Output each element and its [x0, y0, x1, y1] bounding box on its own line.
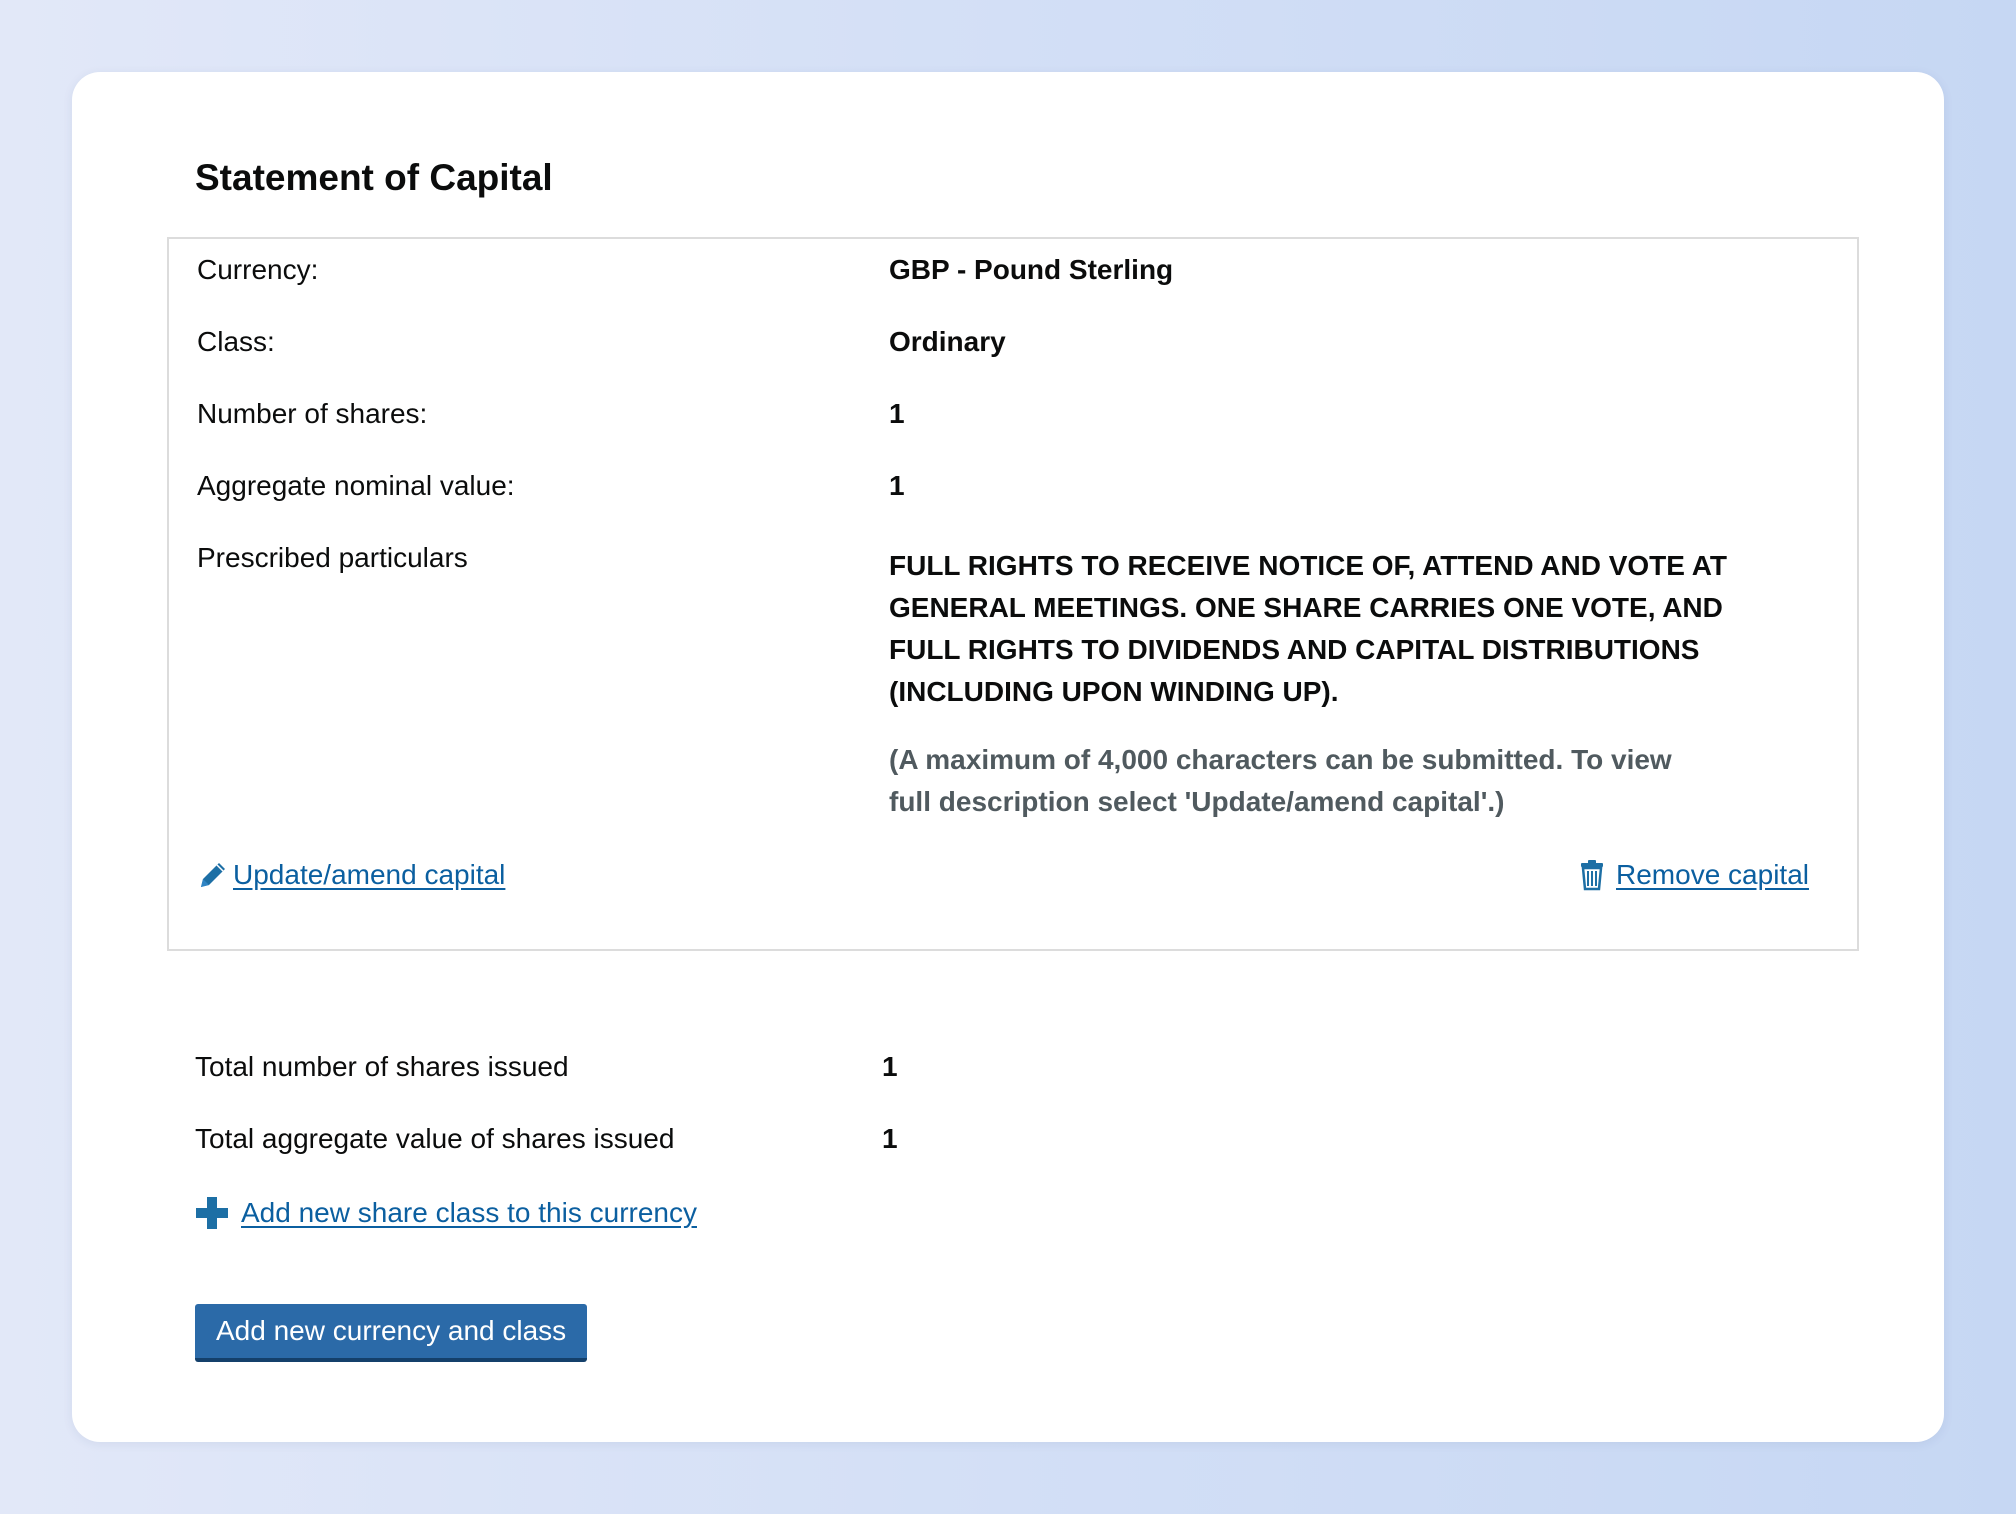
page-title: Statement of Capital [195, 157, 553, 198]
character-limit-note: (A maximum of 4,000 characters can be submitted. To view full description select 'Update/amend capital'.) [889, 744, 1672, 817]
class-value: Ordinary [889, 326, 1006, 357]
update-amend-capital-link[interactable] [197, 859, 505, 891]
add-share-class-label[interactable]: Add new share class to this currency [241, 1197, 697, 1228]
aggregate-nominal-value-label: Aggregate nominal value: [197, 470, 515, 501]
statement-card [72, 72, 1944, 1442]
total-shares-label: Total number of shares issued [195, 1051, 569, 1082]
prescribed-particulars-text: FULL RIGHTS TO RECEIVE NOTICE OF, ATTEND AND VOTE AT GENERAL MEETINGS. ONE SHARE CARRIES ONE VOTE, AND FULL RIGHTS TO DIVIDENDS AND CAPITAL DISTRIBUTIONS (INCLUDING UPON WINDING UP). [889, 550, 1727, 707]
trash-icon [1578, 859, 1606, 891]
total-aggregate-label: Total aggregate value of shares issued [195, 1123, 675, 1154]
number-of-shares-label: Number of shares: [197, 398, 428, 429]
remove-capital-label[interactable]: Remove capital [1616, 859, 1809, 890]
add-share-class-link[interactable] [195, 1196, 697, 1230]
pencil-icon [197, 859, 229, 891]
update-amend-capital-label[interactable]: Update/amend capital [233, 859, 506, 890]
currency-label: Currency: [197, 254, 319, 285]
prescribed-particulars-label: Prescribed particulars [197, 542, 468, 573]
add-new-currency-button[interactable]: Add new currency and class [195, 1304, 587, 1362]
class-label: Class: [197, 326, 275, 357]
currency-value: GBP - Pound Sterling [889, 254, 1174, 285]
total-aggregate-value: 1 [882, 1123, 898, 1154]
plus-icon [195, 1196, 229, 1230]
remove-capital-link[interactable] [1578, 859, 1809, 891]
total-shares-value: 1 [882, 1051, 898, 1082]
aggregate-nominal-value-value: 1 [889, 470, 905, 501]
capital-summary-box [167, 237, 1859, 951]
number-of-shares-value: 1 [889, 398, 905, 429]
